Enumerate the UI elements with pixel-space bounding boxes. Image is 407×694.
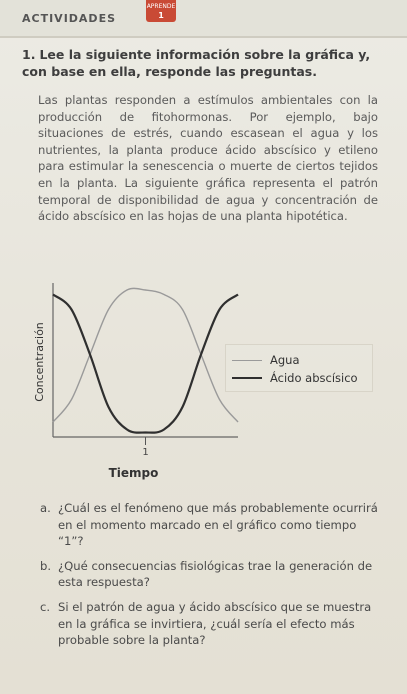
hormone-chart — [25, 275, 240, 485]
sub-question-letter: b. — [40, 558, 52, 573]
section-title: ACTIVIDADES — [22, 12, 116, 25]
sub-question-letter: c. — [40, 599, 51, 614]
badge-label: APRENDE — [146, 3, 176, 10]
question-heading — [22, 46, 382, 80]
badge-number: 1 — [158, 11, 164, 20]
chart-legend — [225, 344, 373, 392]
sub-question-text: ¿Qué consecuencias fisiológicas trae la generación de esta respuesta? — [58, 558, 373, 590]
legend-label-abscisic-acid: Ácido abscísico — [270, 371, 358, 385]
sub-question-text: Si el patrón de agua y ácido abscísico que se muestra en la gráfica se invirtiera, ¿cuál sería el efecto más probable sobre la planta? — [58, 599, 372, 648]
legend-item-abscisic-acid — [226, 371, 358, 385]
sub-questions — [40, 500, 380, 657]
legend-label-water: Agua — [270, 353, 300, 367]
section-badge — [146, 0, 176, 22]
legend-swatch-abscisic-acid — [232, 377, 262, 379]
question-heading-text: Lee la siguiente información sobre la gráfica y, con base en ella, responde las preguntas. — [22, 47, 371, 79]
series-line-abscisic-acid — [53, 295, 238, 433]
sub-question-c — [40, 599, 380, 649]
legend-swatch-water — [232, 360, 262, 361]
intro-paragraph: Las plantas responden a estímulos ambientales con la producción de fitohormonas. Por ejemplo, bajo situaciones de estrés, cuando escasean el agua y los nutrientes, la planta produce ácido abscísico y etileno para estimular la senescencia o muerte de ciertos tejidos en la planta. La siguiente gráfica representa el patrón temporal de disponibilidad de agua y concentración de ácido abscísico en las hojas de una planta hipotética. — [38, 93, 378, 224]
x-axis-label: Tiempo — [108, 466, 159, 480]
question-number: 1. — [22, 47, 36, 62]
sub-question-b — [40, 558, 380, 591]
time-marker-label: 1 — [142, 447, 149, 458]
legend-item-water — [226, 353, 300, 367]
series-line-water — [53, 288, 238, 422]
sub-question-a — [40, 500, 380, 550]
y-axis-label: Concentración — [33, 322, 46, 402]
sub-question-text: ¿Cuál es el fenómeno que más probablemente ocurrirá en el momento marcado en el gráfico como tiempo “1”? — [58, 501, 378, 549]
sub-question-letter: a. — [40, 501, 51, 515]
header-divider — [0, 36, 407, 38]
